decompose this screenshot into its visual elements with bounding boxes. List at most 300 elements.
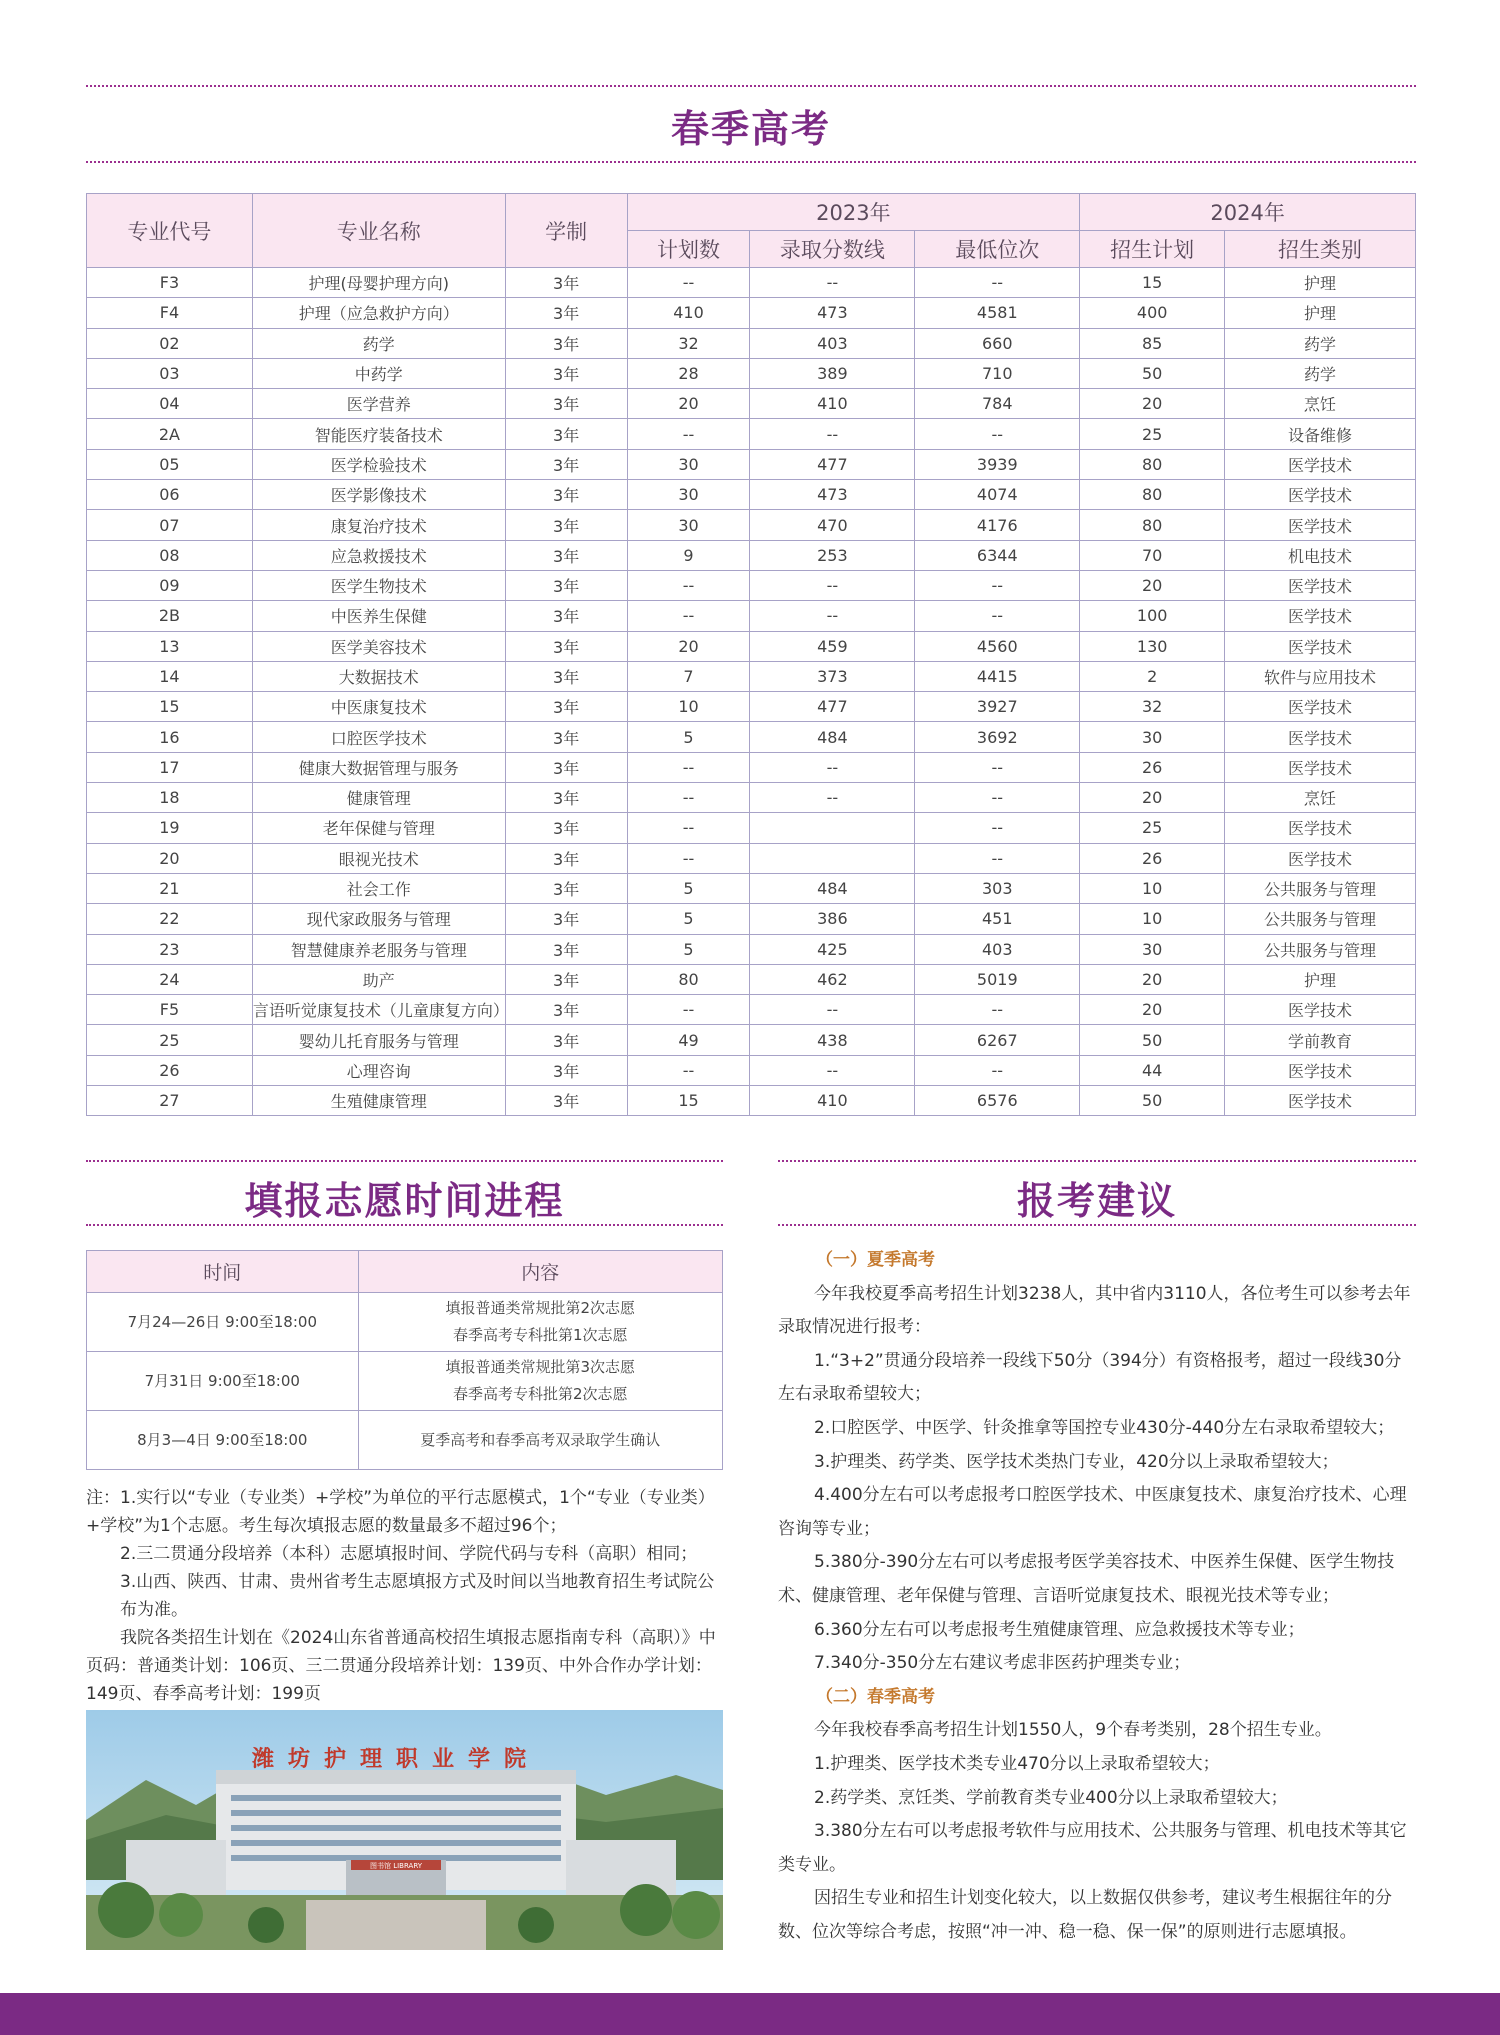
cell-rank-2023: 3927 <box>915 692 1080 722</box>
cell-code: 19 <box>87 813 253 843</box>
table-row <box>87 904 1416 934</box>
cell-plan-2023: 5 <box>627 934 750 964</box>
cell-duration: 3年 <box>505 510 627 540</box>
bottom-bar <box>0 1993 1500 2035</box>
cell-score-2023: 484 <box>750 722 915 752</box>
cell-rank-2023: -- <box>915 601 1080 631</box>
cell-name: 药学 <box>252 328 505 358</box>
cell-code: 26 <box>87 1055 253 1085</box>
cell-duration: 3年 <box>505 1086 627 1116</box>
cell-category-2024: 机电技术 <box>1225 540 1416 570</box>
cell-category-2024: 药学 <box>1225 358 1416 388</box>
cell-score-2023: 403 <box>750 328 915 358</box>
cell-enroll-2024: 80 <box>1080 480 1225 510</box>
cell-code: 03 <box>87 358 253 388</box>
table-row <box>87 661 1416 691</box>
cell-score-2023: 373 <box>750 661 915 691</box>
cell-duration: 3年 <box>505 268 627 298</box>
table-row <box>87 964 1416 994</box>
cell-plan-2023: 28 <box>627 358 750 388</box>
table-row <box>87 601 1416 631</box>
cell-rank-2023: -- <box>915 843 1080 873</box>
cell-score-2023: 253 <box>750 540 915 570</box>
cell-rank-2023: 5019 <box>915 964 1080 994</box>
cell-category-2024: 医学技术 <box>1225 601 1416 631</box>
cell-plan-2023: 49 <box>627 1025 750 1055</box>
advice-paragraph: 今年我校春季高考招生计划1550人，9个春考类别，28个招生专业。 <box>814 1720 1332 1741</box>
cell-duration: 3年 <box>505 843 627 873</box>
cell-enroll-2024: 20 <box>1080 995 1225 1025</box>
cell-score-2023: -- <box>750 783 915 813</box>
cell-score-2023: 410 <box>750 389 915 419</box>
cell-enroll-2024: 10 <box>1080 873 1225 903</box>
timeline-content <box>358 1352 722 1411</box>
cell-name: 医学营养 <box>252 389 505 419</box>
cell-enroll-2024: 80 <box>1080 510 1225 540</box>
timeline-time: 8月3—4日 9:00至18:00 <box>87 1411 359 1470</box>
cell-enroll-2024: 15 <box>1080 268 1225 298</box>
cell-duration: 3年 <box>505 1055 627 1085</box>
cell-category-2024: 医学技术 <box>1225 722 1416 752</box>
header-year-2024: 2024年 <box>1080 194 1416 231</box>
cell-code: F4 <box>87 298 253 328</box>
note-2: 2.三二贯通分段培养（本科）志愿填报时间、学院代码与专科（高职）相同； <box>120 1544 698 1564</box>
cell-score-2023: -- <box>750 570 915 600</box>
table-row <box>87 540 1416 570</box>
cell-code: 17 <box>87 752 253 782</box>
cell-duration: 3年 <box>505 449 627 479</box>
cell-enroll-2024: 50 <box>1080 1025 1225 1055</box>
cell-enroll-2024: 20 <box>1080 783 1225 813</box>
page-title: 春季高考 <box>670 107 831 151</box>
cell-category-2024: 护理 <box>1225 298 1416 328</box>
cell-category-2024: 公共服务与管理 <box>1225 904 1416 934</box>
campus-sign: 潍坊护理职业学院 <box>251 1747 541 1772</box>
cell-enroll-2024: 50 <box>1080 1086 1225 1116</box>
cell-enroll-2024: 30 <box>1080 722 1225 752</box>
cell-category-2024: 公共服务与管理 <box>1225 873 1416 903</box>
cell-plan-2023: 5 <box>627 873 750 903</box>
header-category: 招生类别 <box>1225 231 1416 268</box>
cell-duration: 3年 <box>505 873 627 903</box>
header-name: 专业名称 <box>252 194 505 268</box>
cell-enroll-2024: 130 <box>1080 631 1225 661</box>
spring-exam-table-body <box>87 268 1416 1116</box>
cell-plan-2023: -- <box>627 570 750 600</box>
cell-score-2023 <box>750 813 915 843</box>
cell-code: 08 <box>87 540 253 570</box>
cell-enroll-2024: 85 <box>1080 328 1225 358</box>
cell-name: 应急救援技术 <box>252 540 505 570</box>
advice-paragraph: 3.380分左右可以考虑报考软件与应用技术、公共服务与管理、机电技术等其它类专业。 <box>778 1821 1407 1875</box>
advice-paragraph: 4.400分左右可以考虑报考口腔医学技术、中医康复技术、康复治疗技术、心理咨询等专业； <box>778 1485 1407 1539</box>
cell-name: 中医康复技术 <box>252 692 505 722</box>
cell-score-2023 <box>750 843 915 873</box>
advice-paragraph: 2.口腔医学、中医学、针灸推拿等国控专业430分-440分左右录取希望较大； <box>814 1417 1395 1438</box>
cell-duration: 3年 <box>505 722 627 752</box>
cell-score-2023: 484 <box>750 873 915 903</box>
cell-rank-2023: 4074 <box>915 480 1080 510</box>
cell-rank-2023: -- <box>915 813 1080 843</box>
table-row <box>87 843 1416 873</box>
header-enroll: 招生计划 <box>1080 231 1225 268</box>
cell-category-2024: 护理 <box>1225 268 1416 298</box>
cell-category-2024: 医学技术 <box>1225 480 1416 510</box>
divider-top <box>86 85 1416 87</box>
cell-code: 09 <box>87 570 253 600</box>
cell-duration: 3年 <box>505 419 627 449</box>
table-row <box>87 298 1416 328</box>
advice-paragraph: 3.护理类、药学类、医学技术类热门专业，420分以上录取希望较大； <box>814 1451 1339 1472</box>
timeline-time: 7月24—26日 9:00至18:00 <box>87 1293 359 1352</box>
cell-duration: 3年 <box>505 1025 627 1055</box>
cell-code: 27 <box>87 1086 253 1116</box>
cell-rank-2023: 4176 <box>915 510 1080 540</box>
timeline-content: 夏季高考和春季高考双录取学生确认 <box>358 1411 722 1470</box>
advice-paragraph: 7.340分-350分左右建议考虑非医药护理类专业； <box>814 1653 1191 1674</box>
cell-name: 中药学 <box>252 358 505 388</box>
cell-score-2023: -- <box>750 419 915 449</box>
cell-name: 健康大数据管理与服务 <box>252 752 505 782</box>
cell-category-2024: 医学技术 <box>1225 449 1416 479</box>
cell-rank-2023: 4560 <box>915 631 1080 661</box>
cell-duration: 3年 <box>505 783 627 813</box>
cell-name: 口腔医学技术 <box>252 722 505 752</box>
cell-name: 中医养生保健 <box>252 601 505 631</box>
cell-code: 13 <box>87 631 253 661</box>
advice-block <box>778 1244 1416 1949</box>
cell-enroll-2024: 50 <box>1080 358 1225 388</box>
header-plan: 计划数 <box>627 231 750 268</box>
cell-category-2024: 医学技术 <box>1225 570 1416 600</box>
cell-category-2024: 医学技术 <box>1225 692 1416 722</box>
cell-score-2023: 386 <box>750 904 915 934</box>
cell-enroll-2024: 2 <box>1080 661 1225 691</box>
table-row <box>87 934 1416 964</box>
cell-code: 06 <box>87 480 253 510</box>
table-row <box>87 449 1416 479</box>
cell-rank-2023: 3692 <box>915 722 1080 752</box>
cell-category-2024: 医学技术 <box>1225 843 1416 873</box>
divider-timeline-bottom <box>86 1224 723 1226</box>
cell-name: 健康管理 <box>252 783 505 813</box>
header-code: 专业代号 <box>87 194 253 268</box>
cell-rank-2023: 303 <box>915 873 1080 903</box>
cell-code: 21 <box>87 873 253 903</box>
cell-plan-2023: 10 <box>627 692 750 722</box>
cell-code: F3 <box>87 268 253 298</box>
cell-enroll-2024: 10 <box>1080 904 1225 934</box>
note-4: 我院各类招生计划在《2024山东省普通高校招生填报志愿指南专科（高职）》中页码：普通类计划：106页、三二贯通分段培养计划：139页、中外合作办学计划：149页、春季高考计划：199页 <box>86 1628 716 1704</box>
header-year-2023: 2023年 <box>627 194 1080 231</box>
table-row <box>87 813 1416 843</box>
timeline-content-line: 春季高考专科批第2次志愿 <box>453 1385 628 1403</box>
cell-duration: 3年 <box>505 389 627 419</box>
cell-rank-2023: -- <box>915 419 1080 449</box>
cell-rank-2023: -- <box>915 570 1080 600</box>
table-row <box>87 631 1416 661</box>
cell-name: 生殖健康管理 <box>252 1086 505 1116</box>
timeline-header-content: 内容 <box>358 1251 722 1293</box>
cell-name: 医学生物技术 <box>252 570 505 600</box>
cell-rank-2023: 660 <box>915 328 1080 358</box>
cell-code: 15 <box>87 692 253 722</box>
timeline-time: 7月31日 9:00至18:00 <box>87 1352 359 1411</box>
cell-category-2024: 医学技术 <box>1225 752 1416 782</box>
cell-duration: 3年 <box>505 480 627 510</box>
cell-name: 医学影像技术 <box>252 480 505 510</box>
table-row <box>87 389 1416 419</box>
table-row <box>87 873 1416 903</box>
table-row <box>87 358 1416 388</box>
cell-duration: 3年 <box>505 328 627 358</box>
cell-duration: 3年 <box>505 995 627 1025</box>
notes-block <box>86 1484 723 1708</box>
cell-rank-2023: 3939 <box>915 449 1080 479</box>
table-row <box>87 480 1416 510</box>
cell-enroll-2024: 20 <box>1080 389 1225 419</box>
advice-paragraph: 因招生专业和招生计划变化较大，以上数据仅供参考，建议考生根据往年的分数、位次等综合考虑，按照“冲一冲、稳一稳、保一保”的原则进行志愿填报。 <box>778 1888 1392 1942</box>
cell-rank-2023: 4415 <box>915 661 1080 691</box>
divider-advice-top <box>778 1160 1416 1162</box>
advice-heading-summer: （一）夏季高考 <box>816 1250 935 1270</box>
cell-duration: 3年 <box>505 964 627 994</box>
table-row <box>87 419 1416 449</box>
cell-score-2023: -- <box>750 601 915 631</box>
table-row <box>87 692 1416 722</box>
cell-category-2024: 医学技术 <box>1225 813 1416 843</box>
header-rank: 最低位次 <box>915 231 1080 268</box>
table-row <box>87 268 1416 298</box>
cell-rank-2023: 451 <box>915 904 1080 934</box>
cell-code: 14 <box>87 661 253 691</box>
cell-rank-2023: -- <box>915 268 1080 298</box>
campus-photo <box>86 1710 723 1950</box>
cell-name: 婴幼儿托育服务与管理 <box>252 1025 505 1055</box>
cell-name: 智慧健康养老服务与管理 <box>252 934 505 964</box>
cell-duration: 3年 <box>505 540 627 570</box>
table-row <box>87 1086 1416 1116</box>
cell-enroll-2024: 70 <box>1080 540 1225 570</box>
advice-paragraph: 5.380分-390分左右可以考虑报考医学美容技术、中医养生保健、医学生物技术、健康管理、老年保健与管理、言语听觉康复技术、眼视光技术等专业； <box>778 1552 1395 1606</box>
cell-duration: 3年 <box>505 692 627 722</box>
cell-code: 25 <box>87 1025 253 1055</box>
table-row <box>87 752 1416 782</box>
cell-enroll-2024: 44 <box>1080 1055 1225 1085</box>
cell-enroll-2024: 25 <box>1080 813 1225 843</box>
cell-name: 大数据技术 <box>252 661 505 691</box>
cell-name: 康复治疗技术 <box>252 510 505 540</box>
table-row <box>87 1293 723 1352</box>
cell-category-2024: 学前教育 <box>1225 1025 1416 1055</box>
cell-code: 20 <box>87 843 253 873</box>
cell-plan-2023: -- <box>627 995 750 1025</box>
timeline-title: 填报志愿时间进程 <box>244 1179 565 1223</box>
table-row <box>87 783 1416 813</box>
cell-code: 22 <box>87 904 253 934</box>
cell-name: 言语听觉康复技术（儿童康复方向） <box>252 995 505 1025</box>
cell-enroll-2024: 32 <box>1080 692 1225 722</box>
note-3: 3.山西、陕西、甘肃、贵州省考生志愿填报方式及时间以当地教育招生考试院公布为准。 <box>120 1572 715 1620</box>
header-duration: 学制 <box>505 194 627 268</box>
cell-category-2024: 设备维修 <box>1225 419 1416 449</box>
cell-name: 护理（应急救护方向） <box>252 298 505 328</box>
cell-name: 眼视光技术 <box>252 843 505 873</box>
cell-rank-2023: -- <box>915 995 1080 1025</box>
cell-duration: 3年 <box>505 934 627 964</box>
cell-score-2023: -- <box>750 268 915 298</box>
cell-code: 04 <box>87 389 253 419</box>
cell-duration: 3年 <box>505 570 627 600</box>
cell-code: 16 <box>87 722 253 752</box>
advice-paragraph: 1.“3+2”贯通分段培养一段线下50分（394分）有资格报考，超过一段线30分左右录取希望较大； <box>778 1350 1402 1405</box>
cell-code: 24 <box>87 964 253 994</box>
cell-score-2023: 477 <box>750 692 915 722</box>
cell-score-2023: 389 <box>750 358 915 388</box>
cell-score-2023: 477 <box>750 449 915 479</box>
cell-category-2024: 医学技术 <box>1225 995 1416 1025</box>
advice-paragraph: 1.护理类、医学技术类专业470分以上录取希望较大； <box>814 1753 1220 1774</box>
cell-category-2024: 护理 <box>1225 964 1416 994</box>
cell-name: 护理(母婴护理方向) <box>252 268 505 298</box>
cell-duration: 3年 <box>505 661 627 691</box>
cell-name: 老年保健与管理 <box>252 813 505 843</box>
note-1: 注：1.实行以“专业（专业类）+学校”为单位的平行志愿模式，1个“专业（专业类）+学校”为1个志愿。考生每次填报志愿的数量最多不超过96个； <box>86 1488 715 1536</box>
cell-score-2023: 473 <box>750 480 915 510</box>
cell-plan-2023: 20 <box>627 389 750 419</box>
divider-advice-bottom <box>778 1224 1416 1226</box>
cell-plan-2023: 5 <box>627 722 750 752</box>
cell-plan-2023: 9 <box>627 540 750 570</box>
timeline-header-time: 时间 <box>87 1251 359 1293</box>
cell-rank-2023: -- <box>915 752 1080 782</box>
cell-code: 18 <box>87 783 253 813</box>
table-row <box>87 1055 1416 1085</box>
advice-paragraph: 6.360分左右可以考虑报考生殖健康管理、应急救援技术等专业； <box>814 1619 1305 1640</box>
table-row <box>87 510 1416 540</box>
cell-name: 心理咨询 <box>252 1055 505 1085</box>
cell-enroll-2024: 20 <box>1080 570 1225 600</box>
cell-score-2023: 410 <box>750 1086 915 1116</box>
table-row <box>87 995 1416 1025</box>
cell-rank-2023: -- <box>915 783 1080 813</box>
table-row <box>87 722 1416 752</box>
cell-enroll-2024: 30 <box>1080 934 1225 964</box>
cell-duration: 3年 <box>505 631 627 661</box>
cell-code: 23 <box>87 934 253 964</box>
cell-enroll-2024: 80 <box>1080 449 1225 479</box>
cell-plan-2023: -- <box>627 601 750 631</box>
cell-plan-2023: 80 <box>627 964 750 994</box>
cell-category-2024: 医学技术 <box>1225 510 1416 540</box>
cell-category-2024: 公共服务与管理 <box>1225 934 1416 964</box>
cell-code: 05 <box>87 449 253 479</box>
cell-duration: 3年 <box>505 904 627 934</box>
timeline-content-line: 填报普通类常规批第3次志愿 <box>445 1358 636 1376</box>
cell-enroll-2024: 100 <box>1080 601 1225 631</box>
advice-heading-spring: （二）春季高考 <box>816 1686 935 1707</box>
cell-plan-2023: 30 <box>627 510 750 540</box>
cell-plan-2023: -- <box>627 268 750 298</box>
cell-name: 助产 <box>252 964 505 994</box>
cell-name: 现代家政服务与管理 <box>252 904 505 934</box>
cell-duration: 3年 <box>505 813 627 843</box>
cell-category-2024: 软件与应用技术 <box>1225 661 1416 691</box>
cell-score-2023: -- <box>750 752 915 782</box>
cell-duration: 3年 <box>505 752 627 782</box>
cell-score-2023: 473 <box>750 298 915 328</box>
timeline-content-line: 春季高考专科批第1次志愿 <box>453 1326 628 1344</box>
cell-code: 07 <box>87 510 253 540</box>
cell-rank-2023: 403 <box>915 934 1080 964</box>
cell-category-2024: 医学技术 <box>1225 1055 1416 1085</box>
cell-duration: 3年 <box>505 601 627 631</box>
cell-score-2023: 438 <box>750 1025 915 1055</box>
divider-timeline-top <box>86 1160 723 1162</box>
cell-score-2023: 462 <box>750 964 915 994</box>
cell-rank-2023: 4581 <box>915 298 1080 328</box>
cell-category-2024: 药学 <box>1225 328 1416 358</box>
cell-plan-2023: -- <box>627 1055 750 1085</box>
cell-name: 社会工作 <box>252 873 505 903</box>
cell-score-2023: 470 <box>750 510 915 540</box>
cell-plan-2023: -- <box>627 813 750 843</box>
cell-plan-2023: 7 <box>627 661 750 691</box>
cell-plan-2023: -- <box>627 419 750 449</box>
cell-plan-2023: -- <box>627 783 750 813</box>
cell-plan-2023: 30 <box>627 449 750 479</box>
cell-name: 医学检验技术 <box>252 449 505 479</box>
cell-rank-2023: -- <box>915 1055 1080 1085</box>
table-row <box>87 328 1416 358</box>
cell-plan-2023: 30 <box>627 480 750 510</box>
cell-score-2023: 425 <box>750 934 915 964</box>
cell-name: 医学美容技术 <box>252 631 505 661</box>
cell-enroll-2024: 20 <box>1080 964 1225 994</box>
cell-rank-2023: 710 <box>915 358 1080 388</box>
cell-rank-2023: 6576 <box>915 1086 1080 1116</box>
cell-plan-2023: 32 <box>627 328 750 358</box>
cell-plan-2023: 410 <box>627 298 750 328</box>
cell-enroll-2024: 25 <box>1080 419 1225 449</box>
divider-under-title <box>86 161 1416 163</box>
cell-code: 2A <box>87 419 253 449</box>
cell-duration: 3年 <box>505 298 627 328</box>
table-row <box>87 1025 1416 1055</box>
spring-exam-table <box>86 193 1416 1116</box>
cell-category-2024: 医学技术 <box>1225 631 1416 661</box>
timeline-table <box>86 1250 723 1470</box>
table-row <box>87 570 1416 600</box>
cell-enroll-2024: 400 <box>1080 298 1225 328</box>
cell-category-2024: 烹饪 <box>1225 389 1416 419</box>
advice-title: 报考建议 <box>1016 1179 1177 1223</box>
table-row <box>87 1411 723 1470</box>
cell-category-2024: 烹饪 <box>1225 783 1416 813</box>
cell-rank-2023: 6267 <box>915 1025 1080 1055</box>
library-sign: 图书馆 LIBRARY <box>369 1862 423 1870</box>
advice-paragraph: 今年我校夏季高考招生计划3238人，其中省内3110人，各位考生可以参考去年录取情况进行报考： <box>778 1283 1411 1338</box>
cell-code: 2B <box>87 601 253 631</box>
cell-name: 智能医疗装备技术 <box>252 419 505 449</box>
cell-code: F5 <box>87 995 253 1025</box>
cell-plan-2023: 20 <box>627 631 750 661</box>
header-score: 录取分数线 <box>750 231 915 268</box>
cell-plan-2023: 15 <box>627 1086 750 1116</box>
cell-score-2023: -- <box>750 995 915 1025</box>
cell-plan-2023: -- <box>627 843 750 873</box>
cell-score-2023: -- <box>750 1055 915 1085</box>
